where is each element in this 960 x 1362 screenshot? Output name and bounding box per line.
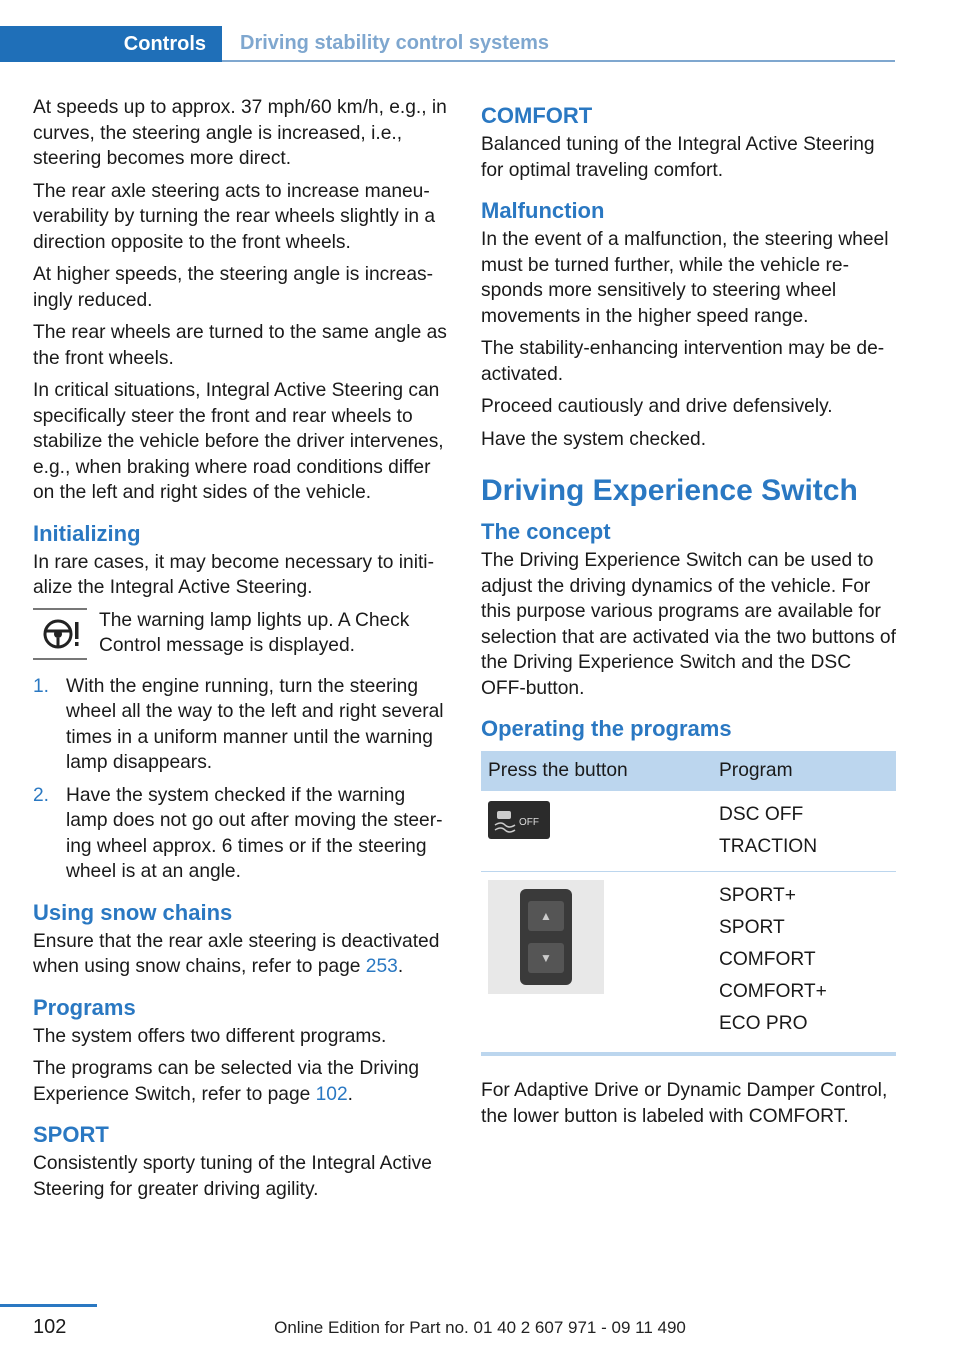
table-cell [712,872,896,1055]
page-link[interactable]: 102 [315,1083,348,1105]
steps-list [33,674,451,885]
paragraph: At higher speeds, the steering angle is increasingly reduced. [33,264,433,311]
list-item [33,674,451,776]
program-name: SPORT+ [719,885,796,906]
programs-text: The programs can be selected via the Driving Experience Switch, refer to page [33,1058,420,1105]
step-text: With the engine running, turn the steering wheel all the way to the left and right several times in a uniform manner until the warning lamp disappears. [66,675,444,773]
steering-warning-icon [33,608,87,660]
program-name: TRACTION [719,836,818,857]
page-header [0,26,895,62]
svg-text:OFF: OFF [519,817,539,828]
paragraph: For Adaptive Drive or Dynamic Damper Control, the lower button is labeled with COMFORT. [481,1080,888,1127]
heading-concept: The concept [481,519,611,544]
paragraph: Consistently sporty tuning of the Integral Active Steering for greater driving agility. [33,1153,432,1200]
step-number: 2. [33,784,50,806]
table-row [481,791,896,872]
program-name: ECO PRO [719,1013,808,1034]
chevron-down-icon: ▼ [528,943,564,973]
table-header: Program [712,751,896,791]
program-name: SPORT [719,917,785,938]
page-number: 102 [33,1316,67,1338]
paragraph: The system offers two different programs. [33,1025,387,1047]
chevron-up-icon: ▲ [528,901,564,931]
heading-driving-experience-switch: Driving Experience Switch [481,474,858,507]
heading-initializing: Initializing [33,520,141,546]
table-header-row [481,751,896,791]
paragraph: Proceed cautiously and drive defensively. [481,396,833,417]
switch-body [520,889,572,985]
paragraph: In rare cases, it may become necessary to initialize the Integral Active Steering. [33,551,434,598]
table-cell [481,872,712,1055]
heading-malfunction: Malfunction [481,198,605,223]
step-text: Have the system checked if the warning lamp does not go out after moving the steering wheel approx. 6 times or if the steering wheel is at an angle. [66,784,443,882]
paragraph: In critical situations, Integral Active Steering can specifically steer the front and rear wheels to stabilize the vehicle before the driver intervenes, e.g., when braking where road conditions differ on the left and right sides of the vehicle. [33,380,444,503]
warning-lamp-row [33,608,451,660]
list-item [33,783,451,885]
paragraph: The rear wheels are turned to the same angle as the front wheels. [33,322,447,369]
paragraph: The rear axle steering acts to increase maneuverability by turning the rear wheels slightly in a direction opposite to the front wheels. [33,180,436,253]
table-cell [481,791,712,872]
paragraph: The programs can be selected via the Driving Experience Switch, refer to page 102. [33,1058,420,1105]
warning-lamp-text: The warning lamp lights up. A Check Control message is displayed. [99,609,410,656]
program-name: DSC OFF [719,804,804,825]
footer-divider [0,1304,97,1307]
paragraph: The Driving Experience Switch can be used to adjust the driving dynamics of the vehicle. For this purpose various programs are available for selection that are activated via the two buttons of the Driving Experience Switch and the DSC OFF-button. [481,550,896,699]
table-row [481,872,896,1055]
programs-table [481,751,896,1056]
paragraph: Have the system checked. [481,428,707,450]
page-link[interactable]: 253 [365,956,398,977]
program-name: COMFORT+ [719,981,827,1002]
heading-programs: Programs [33,994,136,1020]
breadcrumb: Driving stability control systems [222,26,895,62]
step-number: 1. [33,675,50,697]
paragraph: At speeds up to approx. 37 mph/60 km/h, e.g., in curves, the steering angle is increased, i.e., steering becomes more direct. [33,97,447,169]
dsc-off-button-icon [488,801,550,839]
paragraph: The stability-enhancing intervention may be deactivated. [481,338,885,385]
paragraph: Ensure that the rear axle steering is deactivated when using snow chains, refer to page 253. [33,930,440,977]
table-header: Press the button [481,751,712,791]
paragraph: Balanced tuning of the Integral Active Steering for optimal traveling comfort. [481,134,875,181]
left-column [33,95,451,1209]
program-name: COMFORT [719,949,816,970]
heading-snow-chains: Using snow chains [33,899,233,925]
heading-operating-programs: Operating the programs [481,716,732,741]
driving-experience-switch-image [488,880,604,994]
right-column [481,95,896,1136]
heading-sport: SPORT [33,1122,109,1147]
edition-text: Online Edition for Part no. 01 40 2 607 971 - 09 11 490 [274,1318,686,1337]
section-tab: Controls [0,26,222,62]
table-cell [712,791,896,872]
snow-text: Ensure that the rear axle steering is deactivated when using snow chains, refer to page [33,930,440,977]
heading-comfort: COMFORT [481,103,593,128]
paragraph: In the event of a malfunction, the steering wheel must be turned further, while the vehicle responds more sensitively to steering wheel movements in the higher speed range. [481,229,889,327]
